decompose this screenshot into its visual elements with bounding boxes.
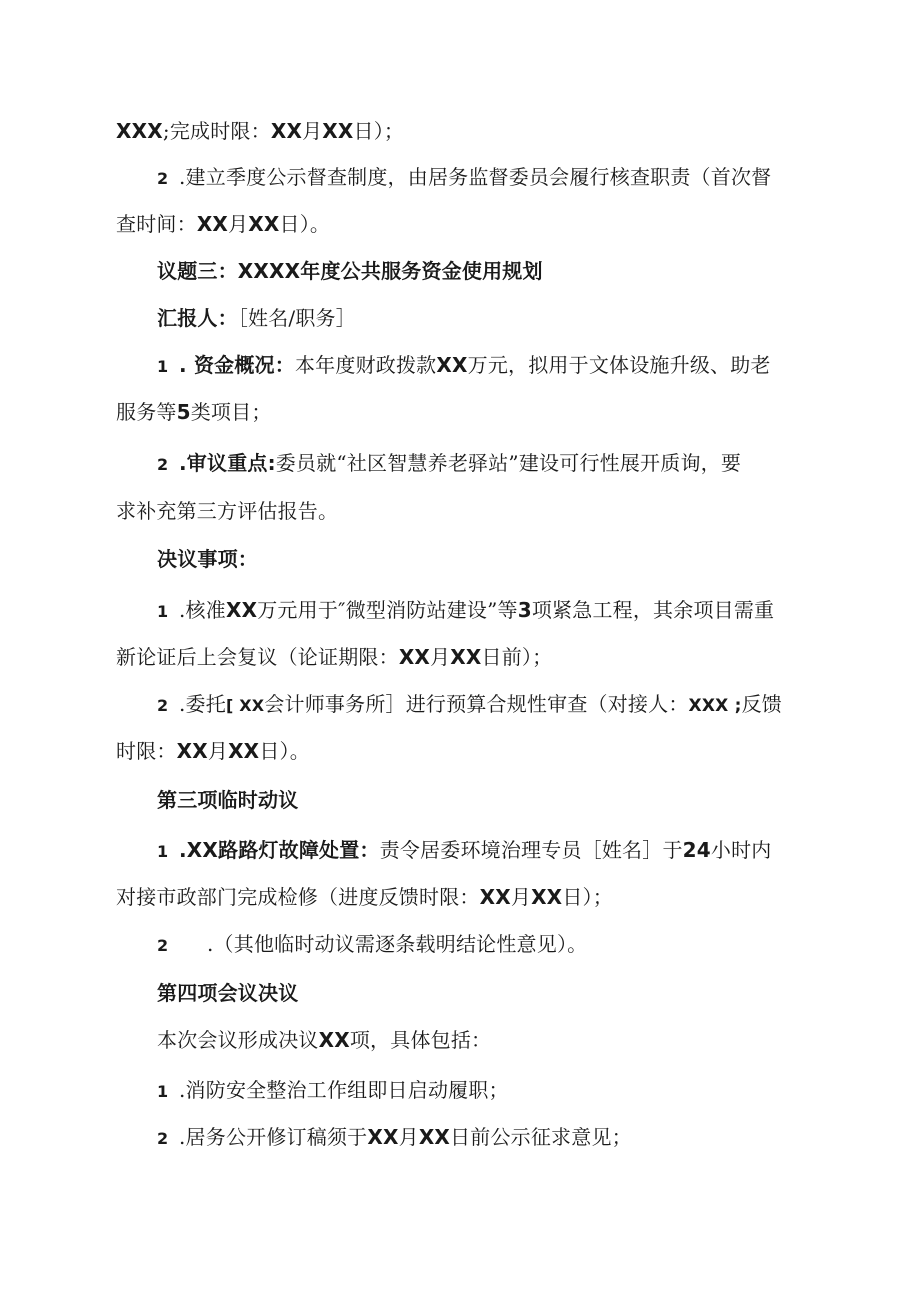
text: 本次会议形成决议 (157, 1028, 319, 1052)
label-bold: . 资金概况： (179, 353, 295, 377)
paragraph-line-21 (157, 1076, 808, 1106)
text: ［姓名/职务］ (237, 306, 356, 330)
text-bold: XX (176, 739, 208, 763)
paragraph-line-17 (116, 883, 808, 911)
paragraph-line-9: 求补充第三方评估报告。 (116, 499, 339, 523)
text: .核准 (179, 598, 226, 622)
paragraph-line-3 (116, 210, 808, 238)
text-bold: XX (228, 739, 260, 763)
text-bold: XXX (116, 119, 163, 143)
text: 日）； (353, 119, 405, 143)
text: 日前）； (481, 645, 553, 669)
paragraph-line-12 (116, 643, 808, 671)
text-bold: XX (367, 1125, 399, 1149)
text: .居务公开修订稿须于 (179, 1125, 368, 1149)
text: 对接市政部门完成检修（进度反馈时限： (116, 885, 480, 909)
text: 万元用于″微型消防站建设”等 (257, 598, 518, 622)
list-number: 2 (157, 696, 169, 715)
text: 服务等 (116, 400, 177, 424)
text-bold: 5 (176, 400, 191, 424)
paragraph-line-7 (116, 398, 808, 426)
label-bold: .审议重点: (179, 451, 276, 475)
text: .（其他临时动议需逐条载明结论性意见）。 (207, 932, 588, 956)
paragraph-line-16 (157, 836, 808, 866)
text-bold: XX (196, 212, 229, 236)
text: 时限： (116, 739, 177, 763)
text: 本年度财政拨款 (294, 353, 437, 377)
text: 日）； (562, 885, 613, 909)
text-bold: XX (225, 598, 258, 622)
text: 类项目； (190, 400, 272, 424)
text: .委托 (179, 692, 226, 716)
text-bold: XX (318, 1028, 350, 1052)
text-bold: 24 (682, 838, 711, 862)
label-bold: .XX路路灯故障处置： (179, 838, 380, 862)
list-number: 2 (157, 455, 169, 474)
text: 月 (398, 1125, 419, 1149)
section-heading-resolutions: 决议事项： (157, 547, 258, 571)
paragraph-line-6 (157, 351, 808, 381)
paragraph-line-18 (157, 930, 808, 960)
text: 月 (228, 212, 249, 236)
text: 新论证后上会复议（论证期限： (116, 645, 399, 669)
list-number: 1 (157, 1082, 169, 1101)
text-bold: XX (418, 1125, 451, 1149)
text-bold: XX (270, 119, 303, 143)
text: 项紧急工程，其余项目需重 (531, 598, 775, 622)
text-bold: XX (436, 353, 468, 377)
paragraph-line-22 (157, 1123, 808, 1153)
text: 月 (510, 885, 532, 909)
label-bold: 汇报人： (157, 306, 238, 330)
text: .消防安全整治工作组即日启动履职； (179, 1078, 509, 1102)
text-bold: XX (322, 119, 354, 143)
text-bold: XX (450, 645, 482, 669)
list-number: 1 (157, 357, 169, 376)
section-heading-item-3: 第三项临时动议 (157, 788, 299, 812)
list-number: 2 (157, 936, 169, 955)
list-number: 2 (157, 169, 169, 188)
paragraph-line-2 (157, 163, 808, 193)
paragraph-line-8 (157, 449, 808, 479)
text: 日前公示征求意见； (450, 1125, 632, 1149)
text: 反馈 (741, 692, 782, 716)
paragraph-line-14 (116, 737, 808, 765)
text: 日）。 (279, 212, 331, 236)
reporter-line (157, 304, 808, 332)
list-number: 1 (157, 602, 169, 621)
text-bold: 3 (517, 598, 532, 622)
text: 月 (302, 119, 323, 143)
text-bold: XX (398, 645, 431, 669)
text-bold: XX (479, 885, 511, 909)
paragraph-line-1 (116, 117, 808, 145)
text: 项，具体包括： (349, 1028, 492, 1052)
list-number: 1 (157, 842, 169, 861)
text-bold: XX (531, 885, 563, 909)
section-heading-topic-3: 议题三：XXXX年度公共服务资金使用规划 (157, 259, 543, 283)
text: 月 (430, 645, 451, 669)
text: 万元，拟用于文体设施升级、助老 (467, 353, 771, 377)
list-number: 2 (157, 1129, 169, 1148)
paragraph-line-13 (157, 690, 808, 720)
paragraph-line-20 (157, 1026, 808, 1054)
text: 会计师事务所］进行预算合规性审查（对接人： (264, 692, 689, 716)
text: .建立季度公示督查制度，由居务监督委员会履行核查职责（首次督 (179, 165, 772, 189)
text: 委员就“社区智慧养老驿站”建设可行性展开质询，要 (275, 451, 742, 475)
text-bold: [ XX (225, 696, 265, 715)
section-heading-item-4: 第四项会议决议 (157, 981, 299, 1005)
text: 查时间： (116, 212, 197, 236)
text: 小时内 (710, 838, 772, 862)
text: ;完成时限： (162, 119, 271, 143)
text: 责令居委环境治理专员［姓名］于 (379, 838, 683, 862)
text: 月 (207, 739, 229, 763)
paragraph-line-11 (157, 596, 808, 626)
text-bold: XXX ; (688, 696, 742, 716)
text: 日）。 (259, 739, 310, 763)
text-bold: XX (248, 212, 280, 236)
